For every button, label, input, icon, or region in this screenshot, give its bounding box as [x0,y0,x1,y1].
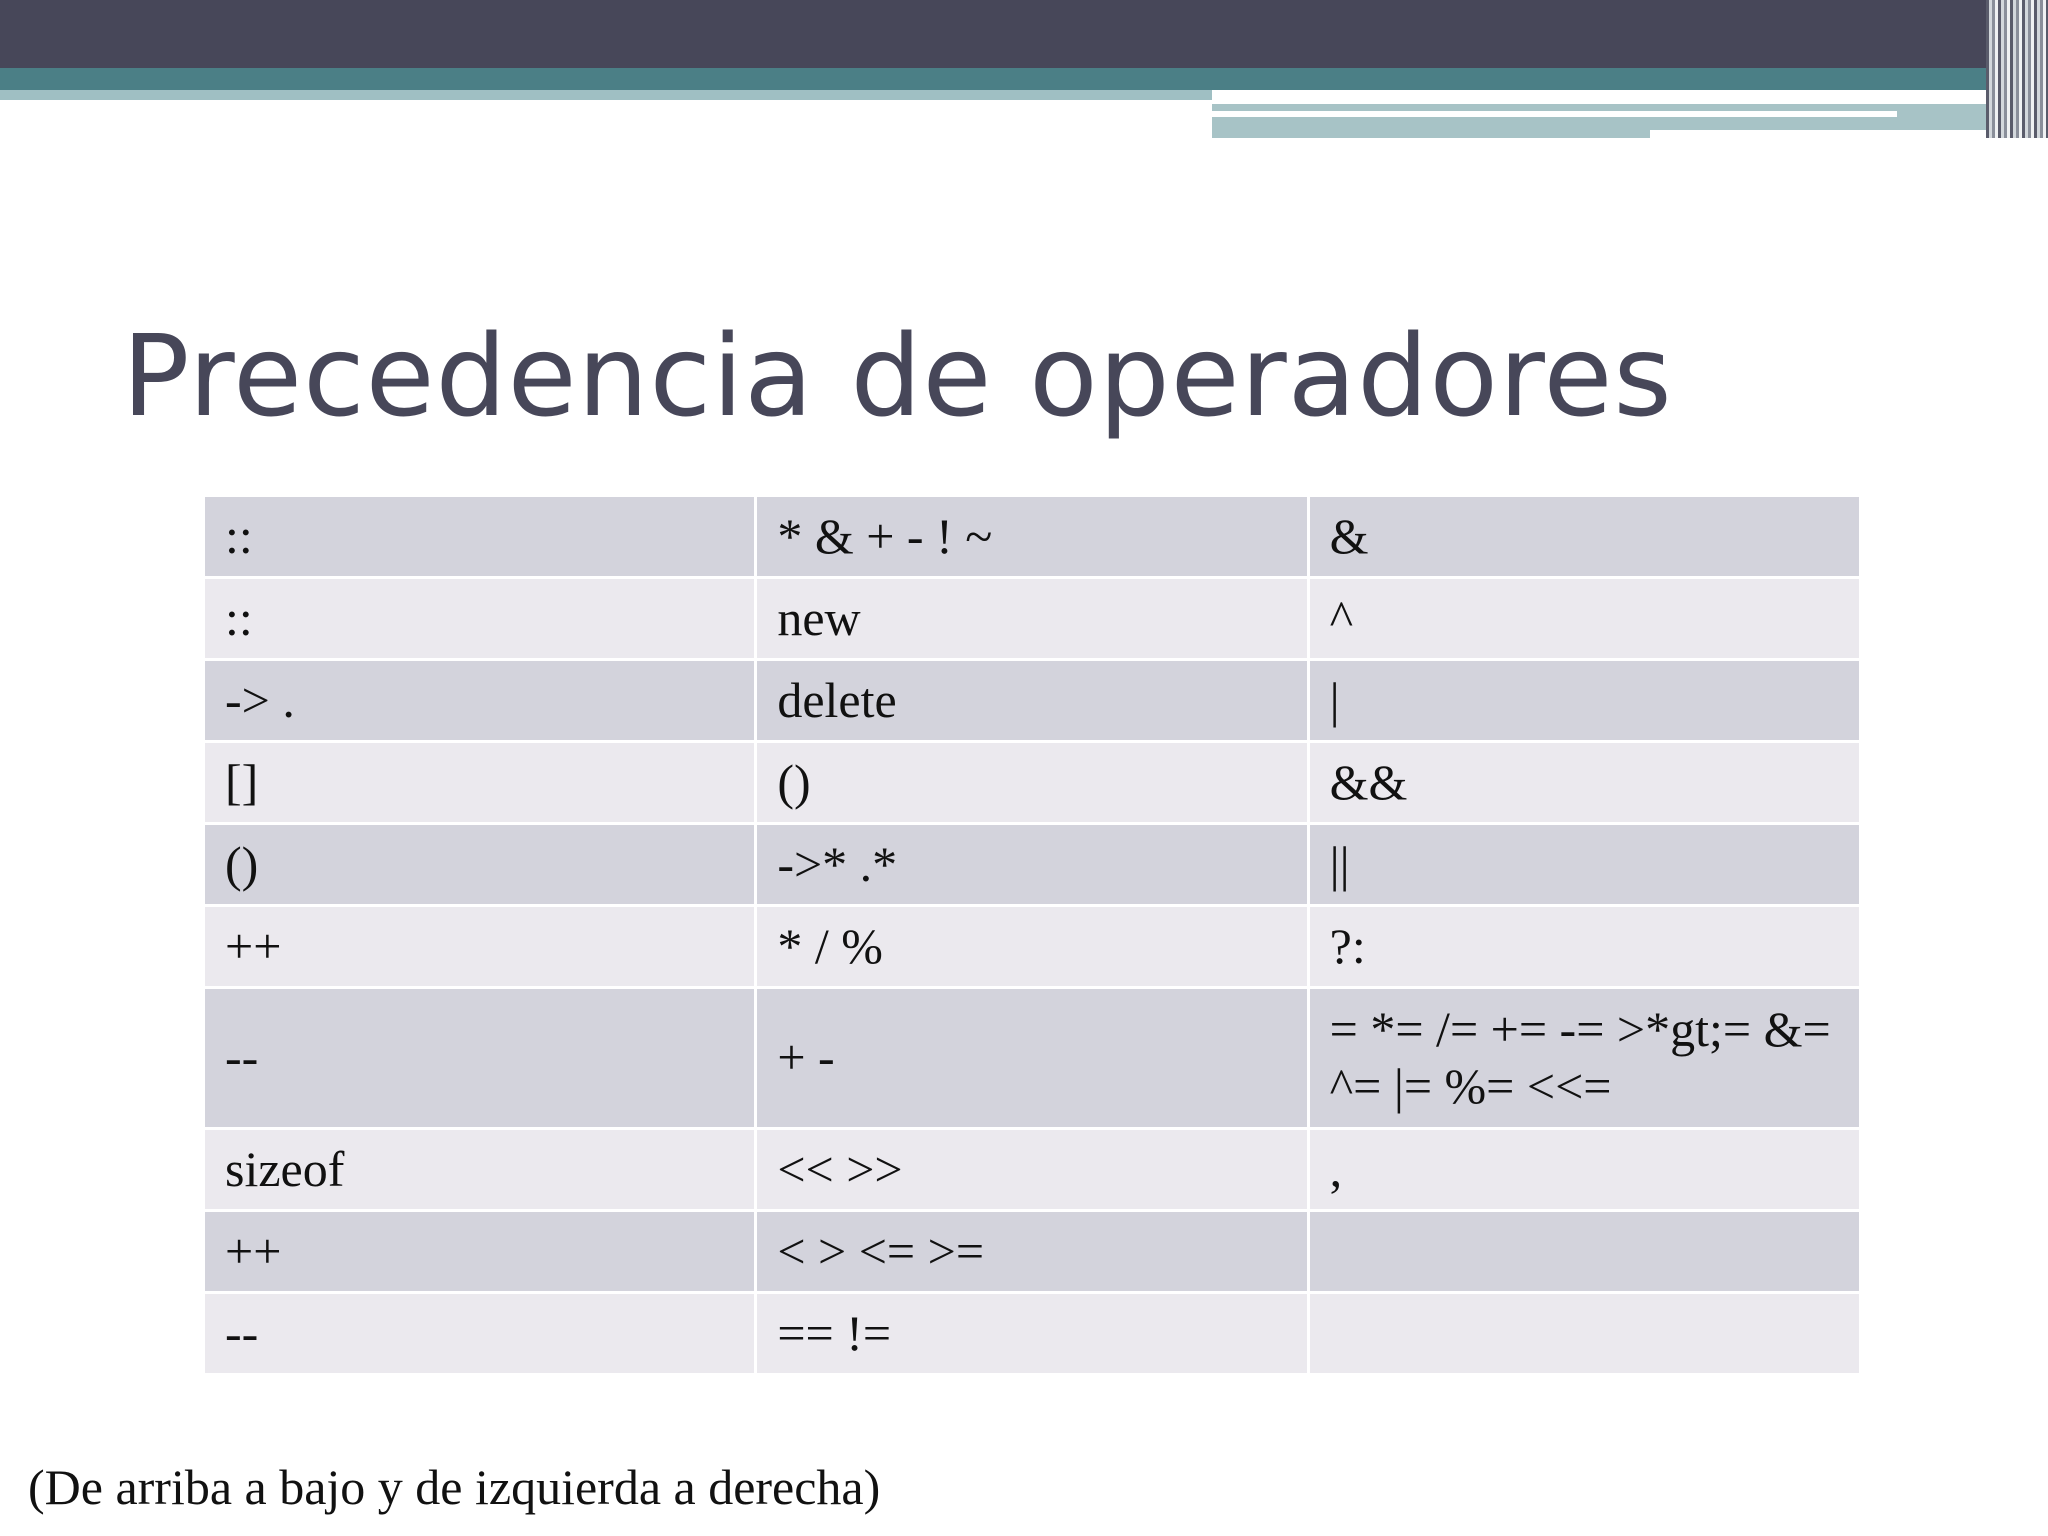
table-row [204,496,1861,578]
table-cell: + - [756,988,1308,1129]
table-cell: || [1308,824,1860,906]
operator-precedence-table [202,494,1862,1376]
table-cell: ++ [204,1211,756,1293]
table-cell: sizeof [204,1129,756,1211]
header-stripes-decoration [1986,0,2048,138]
table-cell: ->* .* [756,824,1308,906]
table-cell: == != [756,1293,1308,1375]
table-cell [1308,1211,1860,1293]
table-cell: << >> [756,1129,1308,1211]
table-cell: new [756,578,1308,660]
table-cell: && [1308,742,1860,824]
table-row [204,988,1861,1129]
table-row [204,1211,1861,1293]
header-band-dark [0,0,2048,68]
table-cell: & [1308,496,1860,578]
table-cell: :: [204,578,756,660]
header-accent-line-2 [1650,130,2012,138]
table-cell: () [204,824,756,906]
table-cell: * / % [756,906,1308,988]
table-cell: , [1308,1129,1860,1211]
table-cell: -> . [204,660,756,742]
slide-title: Precedencia de operadores [122,312,1673,442]
table-cell: () [756,742,1308,824]
header-band-light-left [0,90,1212,100]
table-row [204,660,1861,742]
header-band-teal [0,68,2048,90]
table-cell: delete [756,660,1308,742]
table-cell: | [1308,660,1860,742]
table-cell: ^ [1308,578,1860,660]
table-row [204,578,1861,660]
table-cell [1308,1293,1860,1375]
table-cell: * & + - ! ~ [756,496,1308,578]
table-row [204,742,1861,824]
table-cell: < > <= >= [756,1211,1308,1293]
table-cell: = *= /= += -= >*gt;= &= ^= |= %= <<= [1308,988,1860,1129]
table-cell: -- [204,988,756,1129]
header-accent-line [1212,111,1897,117]
table-row [204,824,1861,906]
table-cell: [] [204,742,756,824]
table-row [204,906,1861,988]
footnote: (De arriba a bajo y de izquierda a derecha) [28,1459,881,1515]
table-cell: :: [204,496,756,578]
table-cell: ?: [1308,906,1860,988]
table-row [204,1129,1861,1211]
table-row [204,1293,1861,1375]
table-cell: ++ [204,906,756,988]
table-cell: -- [204,1293,756,1375]
